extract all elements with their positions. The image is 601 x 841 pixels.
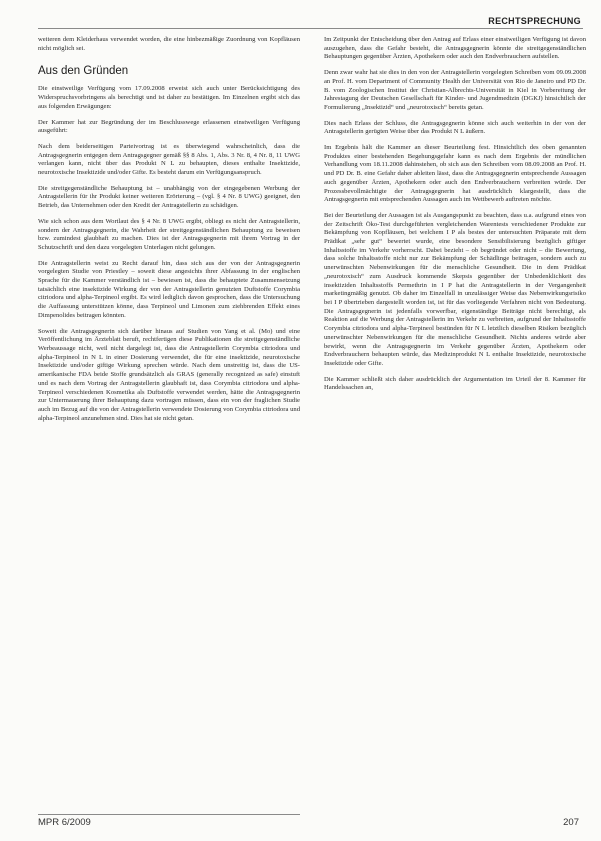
article-body (38, 36, 586, 801)
intro-paragraph: weiteren dem Kleiderhaus verwendet worden, die eine hinbezmäßige Zuordnung von Kopfläusen nicht möglich sei. (38, 36, 300, 52)
left-column (38, 36, 300, 801)
footer-divider (38, 814, 300, 815)
paragraph: Nach dem beiderseitigen Parteivortrag ist es überwiegend wahrscheinlich, dass die Antragsgegnerin entgegen dem Antragsgegner gemäß §§ 8 Abs. 1, Abs. 3 Nr. 8, 4 Nr. 8, 11 UWG verlangen kann, nicht über das Produkt N L zu behaupten, dieses enthalte Insektizide, neurotoxische Insektizide und/oder Gifte. Es besteht darum ein Verfügungsanspruch. (38, 142, 300, 177)
journal-issue: MPR 6/2009 (38, 817, 91, 828)
paragraph: Soweit die Antragsgegnerin sich darüber hinaus auf Studien von Yang et al. (Mo) und eine Veröffentlichung im Ärzteblatt beruft, rechtfertigen diese Publikationen die streitgegenständliche Werbeaussage nicht, weil nicht dargelegt ist, dass die Antragstellerin Corymbia citriodora und alpha-Terpineol in N L in einer Dosierung verwendet, die für eine insektizide, neurotoxische Insektizide und/oder giftige Wirkung sprechen würde. Nach dem unstreitig ist, dass die US-amerikanische FDA beide Stoffe grundsätzlich als GRAS (generally recognized as safe) einstuft und es nach dem Vortrag der Antragstellerin glaubhaft ist, dass Corymbia citriodora und alpha-Terpineol verschiedenen Kosmetika als Duftstoffe verwendet werden, hätte die Antragsgegnerin zur Untermauerung ihrer Behauptung dazu vortragen müssen, dass ein von der fraglichen Studie auch im Bezug auf die von der Antragstellerin verwendete Dosierung von Corymbia citriodora und alpha-Terpineol anzunehmen sind. Dies hat sie nicht getan. (38, 327, 300, 422)
paragraph: Die streitgegenständliche Behauptung ist – unabhängig von der eingegebenen Werbung der Antragstellerin für ihr Produkt keiner weiteren Erörterung – (vgl. § 4 Nr. 8 UWG) geeignet, den Betrieb, das Unternehmen oder den Kredit der Antragstellerin zu schädigen. (38, 184, 300, 210)
paragraph: Dies nach Erlass der Schluss, die Antragsgegnerin könne sich auch weiterhin in der von der Antragstellerin gerügten Weise über das Produkt N L äußern. (324, 119, 586, 136)
paragraph: Der Kammer hat zur Begründung der im Beschlusswege erlassenen einstweiligen Verfügung ausgeführt: (38, 118, 300, 135)
right-column (324, 36, 586, 801)
paragraph: Die Kammer schließt sich daher ausdrücklich der Argumentation im Urteil der 8. Kammer für Handelssachen an, (324, 375, 586, 392)
paragraph: Die einstweilige Verfügung vom 17.09.2008 erweist sich auch unter Berücksichtigung des Widerspruchsvorbringens als berechtigt und ist daher zu bestätigen. Im Einzelnen ergibt sich das aus folgenden Erwägungen: (38, 85, 300, 110)
paragraph: Die Antragstellerin weist zu Recht darauf hin, dass sich aus der von der Antragsgegnerin vorgelegten Studie von Priestley – soweit diese angesichts ihrer Abfassung in der englischen Sprache für die Kammer verständlich ist – bewiesen ist, dass die behauptete Zusammensetzung tatsächlich eine insektizide Wirkung der von der Antragstellerin genutzten Duftstoffe Corymbia citriodora und alpha-Terpineol ergibt. Es wird lediglich davon gesprochen, dass die Untersuchung die Auffassung unterstützen könne, dass Terpineol und Limonen zum ziehbrenden Effekt eines Dimpenolides beitragen könnten. (38, 259, 300, 319)
paragraph: Im Zeitpunkt der Entscheidung über den Antrag auf Erlass einer einstweiligen Verfügung ist davon auszugehen, dass die Gefahr besteht, die Antragsgegnerin könnte die streitgegenständlichen Behauptungen gegenüber Ärzten, Apothekern oder auch den Endverbrauchern aufstellen. (324, 36, 586, 61)
paragraph: Denn zwar wahr hat sie dies in den von der Antragstellerin vorgelegten Schreiben vom 09.09.2008 an Prof. H. vom Department of Community Health der Universität von Rio de Janeiro und PD Dr. B. vom Zoologischen Institut der Christian-Albrechts-Universität in Kiel in Vorbereitung der Jahrestagung der Deutschen Gesellschaft für Kinder- und Jugendmedizin (DGKJ) hinsichtlich der Formulierung „Insektizid“ und „neurotoxisch“ bereits getan. (324, 69, 586, 111)
paragraph: Wie sich schon aus dem Wortlaut des § 4 Nr. 8 UWG ergibt, obliegt es nicht der Antragstellerin, sondern der Antragsgegnerin, die Wahrheit der streitgegenständlichen Behauptung zu beweisen bzw. zumindest glaubhaft zu machen. Dies ist der Antragsgegnerin mit ihrem Vortrag in der Schutzschrift und den dazu vorgelegten Unterlagen nicht gelungen. (38, 217, 300, 251)
section-heading: Aus den Gründen (38, 65, 129, 78)
header-divider (38, 28, 583, 29)
section-rubric: RECHTSPRECHUNG (488, 16, 581, 26)
paragraph: Im Ergebnis hält die Kammer an dieser Beurteilung fest. Hinsichtlich des oben genannten Produktes einer bestehenden Begehungsgefahr kann es nach dem Ergebnis der mündlichen Verhandlung vom 18.11.2008 dahinstehen, ob sich aus den Schreiben vom 08.09.2008 an Prof. H. und PD Dr. B. eine Gefahr daher ableiten lässt, dass die Antragsgegnerin entsprechende Aussagen auch gegenüber Ärzten, Apothekern oder auch den Endverbrauchern verbreiten würde. Der Prozessbevollmächtigte der Antragsgegnerin hat ausdrücklich klargestellt, dass die Antragsgegnerin mit entsprechenden Aussagen auch im Wettbewerb auftreten möchte. (324, 144, 586, 204)
page-number: 207 (563, 817, 579, 828)
paragraph: Bei der Beurteilung der Aussagen ist als Ausgangspunkt zu beachten, dass u.a. aufgrund eines von der Zeitschrift Öko-Test durchgeführten vergleichenden Warentests verschiedener Produkte zur Bekämpfung von Kopfläusen, bei welchem I P als bestes der untersuchten Präparate mit dem Prädikat „sehr gut“ bewertet wurde, eine besondere Sensibilisierung bezüglich giftiger Inhaltsstoffe im Verkehr vorherrscht. Dabei bezieht – ob begründet oder nicht – die Bewertung, dass solche Inhaltsstoffe nicht nur zur Bekämpfung der Schädlinge beitragen, sondern auch zu unerwünschten Nebenwirkungen für die menschliche Gesundheit. Die in dem Prädikat „neurotoxisch“ zum Ausdruck kommende Skepsis gegenüber der Unbedenklichkeit des insektiziden Inhaltsstoffs Permethrin in I P hat die Antragstellerin in der Vergangenheit marketingmäßig genutzt. Ob daher im Einzelfall in unzulässiger Weise das Nebenwirkungsrisiko bei I P übertrieben dargestellt worden ist, ist für das vorliegende Verfahren nicht von Bedeutung. Die Antragsgegnerin ist jedenfalls vorwerfbar, eigenständige Beiträge nicht berechtigt, als Reaktion auf die Werbung der Antragstellerin im Verkehr zu verbreiten, aufgrund der Inhaltsstoffe Corymbia citriodora und alpha-Terpineol bestünden für N L letztlich dieselben Risiken bezüglich unerwünschter Nebenwirkungen für die menschliche Gesundheit. Nichts anderes würde aber bewirkt, wenn die Antragsgegnerin im Verkehr gegenüber Ärzten, Apothekern oder Endverbrauchern behaupten würde, das Medizinprodukt N L enthalte Insektizide, neurotoxische Insektizide oder Gifte. (324, 211, 586, 367)
